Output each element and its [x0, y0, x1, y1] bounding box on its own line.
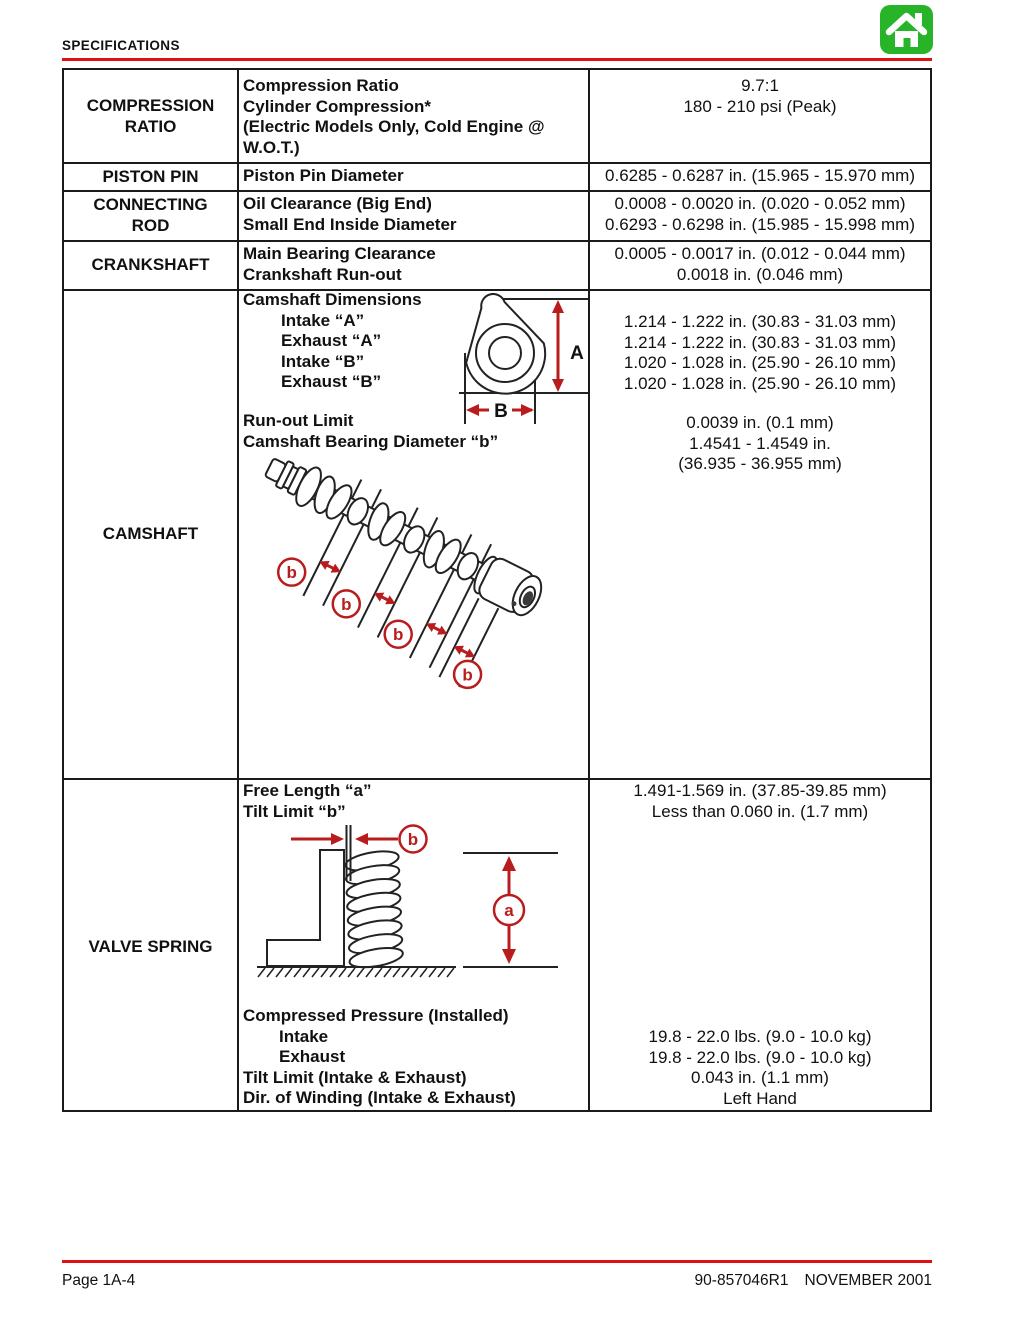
header-divider [62, 58, 932, 61]
dimension-a-label: A [570, 343, 584, 364]
spec-item: Tilt Limit (Intake & Exhaust) [243, 1067, 467, 1087]
crankshaft-spec-items [243, 244, 583, 285]
spec-value: 0.043 in. (1.1 mm) [691, 1068, 829, 1087]
spec-item: Main Bearing Clearance [243, 244, 436, 263]
valve-spring-pressure-values [590, 1027, 930, 1109]
spec-value: 1.491-1.569 in. (37.85-39.85 mm) [633, 781, 887, 800]
spec-value: 1.214 - 1.222 in. (30.83 - 31.03 mm) [623, 312, 897, 331]
category-connecting-rod: CONNECTING ROD [93, 195, 208, 235]
category-crankshaft: CRANKSHAFT [91, 255, 210, 274]
spec-value: 1.020 - 1.028 in. (25.90 - 26.10 mm) [623, 373, 897, 393]
compression-spec-values [590, 76, 930, 117]
spec-item: Intake [279, 1026, 329, 1046]
svg-text:a: a [504, 901, 514, 920]
spec-value: 19.8 - 22.0 lbs. (9.0 - 10.0 kg) [648, 1027, 872, 1046]
spec-value: 0.6293 - 0.6298 in. (15.985 - 15.998 mm) [605, 214, 915, 234]
connecting-rod-spec-items [243, 194, 583, 235]
valve-spring-pressure-items [243, 1006, 583, 1109]
footer [62, 1272, 932, 1290]
spec-item: Cylinder Compression* [243, 96, 431, 116]
spec-value: 180 - 210 psi (Peak) [683, 96, 837, 116]
bearing-b-callout [385, 621, 412, 648]
page-section-title: SPECIFICATIONS [62, 38, 180, 53]
piston-pin-spec-values [590, 166, 930, 187]
svg-text:b: b [286, 563, 297, 583]
tilt-b-callout [400, 826, 427, 853]
cam-lobe-diagram [455, 293, 590, 428]
spec-item: Compressed Pressure (Installed) [243, 1006, 509, 1025]
category-piston-pin: PISTON PIN [102, 166, 199, 186]
spec-item: Small End Inside Diameter [243, 214, 457, 234]
spec-item: Exhaust [279, 1047, 346, 1066]
camshaft-runout-items [243, 411, 583, 452]
connecting-rod-spec-values [590, 194, 930, 235]
ground-hatching [258, 968, 454, 977]
spec-item: Free Length “a” [243, 781, 372, 800]
spec-value: 0.0018 in. (0.046 mm) [676, 264, 844, 284]
camshaft-drawing [251, 450, 591, 712]
spec-item: Exhaust “B” [281, 372, 382, 391]
svg-text:b: b [407, 830, 419, 849]
valve-spring-free-items [243, 781, 583, 822]
valve-spring-free-values [590, 781, 930, 822]
category-compression-ratio: COMPRESSION RATIO [86, 96, 215, 136]
category-valve-spring: VALVE SPRING [88, 936, 213, 956]
spec-item: Crankshaft Run-out [243, 264, 402, 284]
footer-divider [62, 1260, 932, 1263]
spec-table [62, 68, 932, 1112]
bearing-b-callout [278, 559, 305, 586]
category-camshaft: CAMSHAFT [102, 524, 199, 543]
spec-item: Piston Pin Diameter [243, 166, 404, 185]
spec-value: 0.0008 - 0.0020 in. (0.020 - 0.052 mm) [614, 194, 906, 213]
spec-item: Oil Clearance (Big End) [243, 194, 432, 213]
crankshaft-spec-values [590, 244, 930, 285]
free-length-a-callout [494, 895, 524, 925]
bearing-b-callout [454, 661, 481, 688]
spec-item: (Electric Models Only, Cold Engine @ [243, 117, 545, 136]
camshaft-runout-values [590, 413, 930, 475]
dimension-b-label: B [494, 401, 508, 422]
footer-date: NOVEMBER 2001 [804, 1272, 932, 1289]
spec-value: 19.8 - 22.0 lbs. (9.0 - 10.0 kg) [648, 1047, 872, 1067]
svg-text:b: b [341, 594, 352, 614]
home-icon[interactable] [880, 5, 933, 54]
spec-value: (36.935 - 36.955 mm) [678, 454, 842, 473]
spec-item: Dir. of Winding (Intake & Exhaust) [243, 1088, 516, 1107]
svg-text:b: b [462, 665, 473, 685]
spec-value: Less than 0.060 in. (1.7 mm) [651, 801, 869, 821]
valve-spring-diagram [251, 823, 571, 1001]
spec-value: 1.020 - 1.028 in. (25.90 - 26.10 mm) [623, 353, 897, 372]
bearing-b-callout [333, 590, 360, 617]
spec-value: 0.0039 in. (0.1 mm) [686, 413, 834, 432]
compression-spec-items [243, 76, 583, 158]
spec-value: 1.4541 - 1.4549 in. [689, 433, 831, 453]
column-divider [237, 70, 239, 1110]
spec-item: Camshaft Dimensions [243, 290, 422, 309]
spec-item: Intake “A” [281, 310, 365, 330]
piston-pin-spec-items [243, 166, 583, 187]
spec-item: Run-out Limit [243, 411, 354, 430]
spec-item: Intake “B” [281, 351, 365, 371]
camshaft-dimension-values [590, 312, 930, 394]
spec-item: Camshaft Bearing Diameter “b” [243, 431, 499, 451]
footer-document-number: 90-857046R1 [694, 1272, 789, 1289]
spec-item: W.O.T.) [243, 137, 300, 157]
spec-value: 0.6285 - 0.6287 in. (15.965 - 15.970 mm) [605, 166, 915, 185]
spec-value: 1.214 - 1.222 in. (30.83 - 31.03 mm) [623, 332, 897, 352]
svg-text:b: b [393, 625, 404, 645]
spec-value: 0.0005 - 0.0017 in. (0.012 - 0.044 mm) [614, 244, 906, 263]
spec-item: Exhaust “A” [281, 331, 382, 350]
spec-value: 9.7:1 [741, 76, 779, 95]
spec-item: Compression Ratio [243, 76, 399, 95]
spec-item: Tilt Limit “b” [243, 801, 346, 821]
spec-value: Left Hand [723, 1088, 797, 1108]
footer-page-number: Page 1A-4 [62, 1272, 136, 1289]
